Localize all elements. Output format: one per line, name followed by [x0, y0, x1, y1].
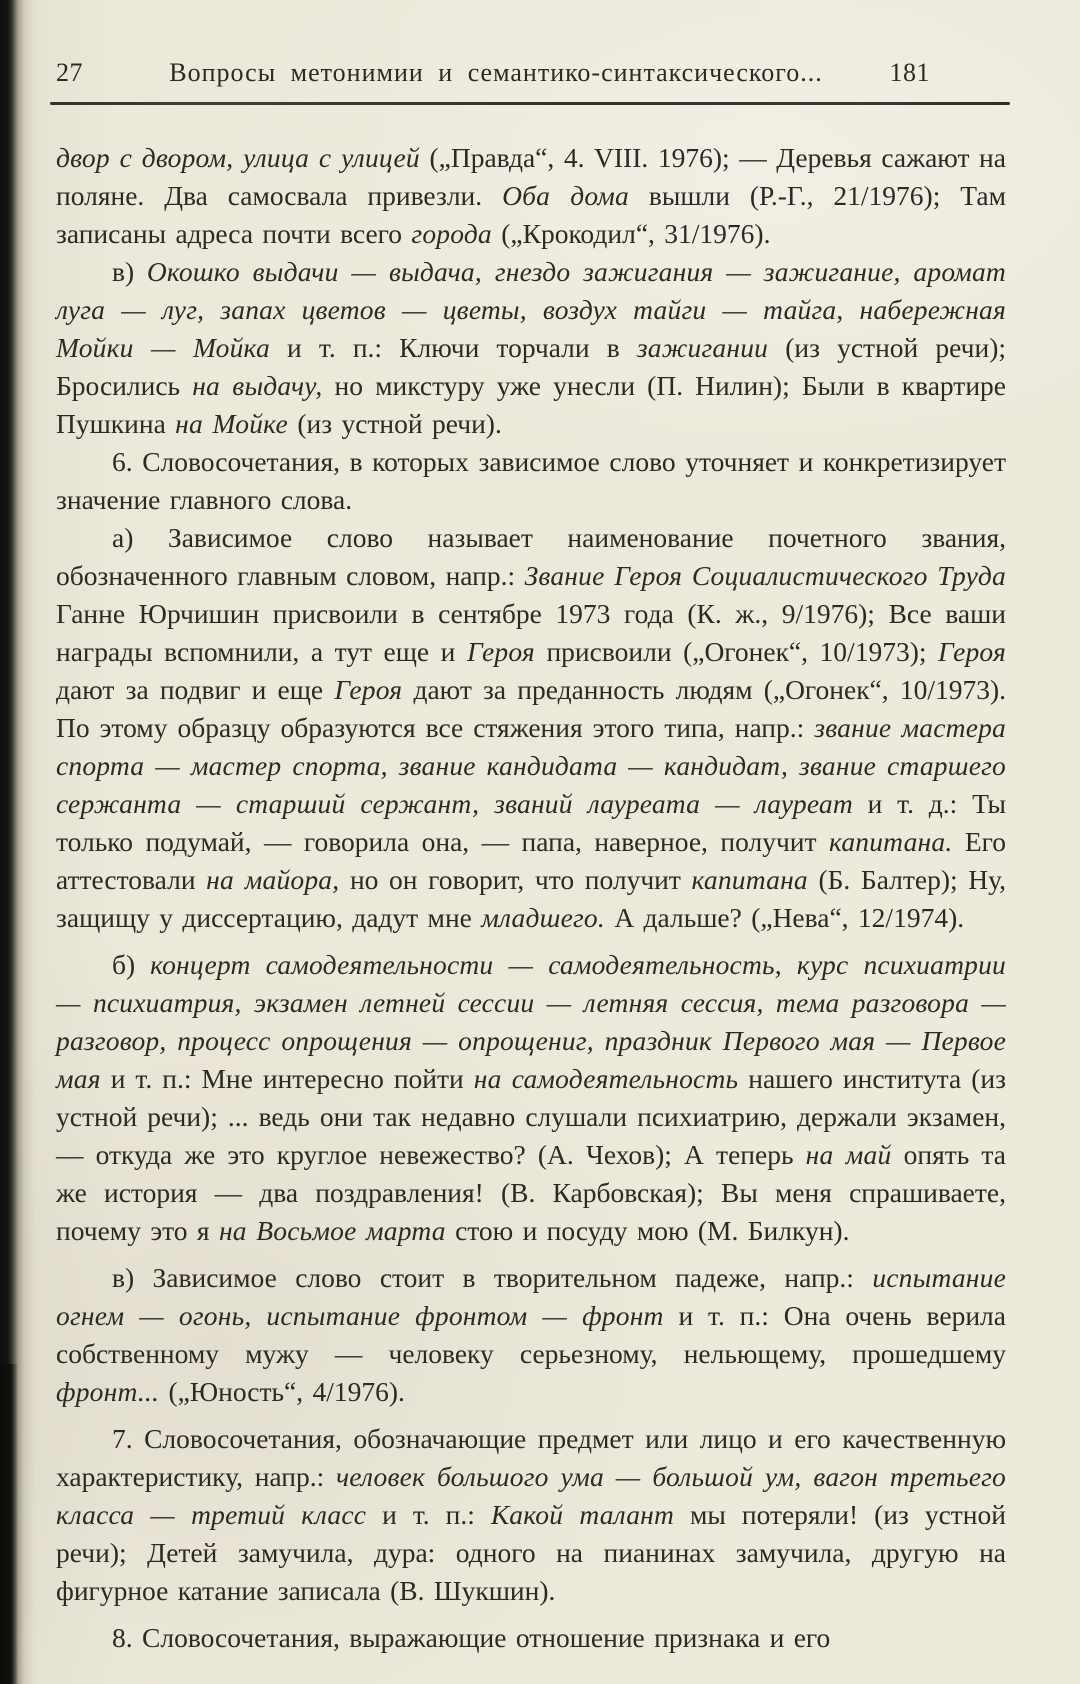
italic-text-segment: на Восьмое марта — [218, 1215, 446, 1246]
text-segment: („Юность“, 4/1976). — [159, 1376, 405, 1407]
text-segment: и т. п.: Мне интересно пойти — [100, 1063, 474, 1094]
text-segment: а) Зависимое слово называет наименование почетного звания, обозначенного главным словом, напр.: — [56, 522, 1006, 591]
italic-text-segment: Оба дома — [502, 180, 629, 211]
text-segment: присвоили („Огонек“, 10/1973); — [534, 636, 939, 667]
italic-text-segment: на самодеятельность — [473, 1063, 739, 1094]
text-segment: б) — [112, 949, 151, 980]
text-segment: и т. д.: Ты только подумай, — говорила она, — папа, наверное, получит — [56, 788, 1006, 857]
running-title: Вопросы метонимии и семантико-синтаксического... — [169, 58, 823, 87]
text-segment: (из устной речи). — [287, 408, 502, 439]
paragraph — [56, 519, 1006, 937]
paragraph — [56, 139, 1006, 253]
italic-text-segment: капитана. — [828, 826, 953, 857]
italic-text-segment: Героя — [466, 636, 535, 667]
italic-text-segment: на Мойке — [175, 408, 288, 439]
paragraph — [56, 1259, 1006, 1411]
italic-text-segment: фронт... — [56, 1376, 160, 1407]
text-segment: Его аттестовали — [56, 826, 1006, 895]
italic-text-segment: младшего. — [481, 902, 605, 933]
text-segment: мы потеряли! (из устной речи); Детей замучила, дура: одного на пианинах замучила, другую на фигурное катание записала (В. Шукшин). — [56, 1499, 1006, 1606]
italic-text-segment: Какой талант — [490, 1499, 675, 1530]
text-segment: но он говорит, что получит — [339, 864, 692, 895]
text-segment: вышли (Р.-Г., 21/1976); Там записаны адреса почти всего — [56, 180, 1006, 249]
italic-text-segment: звание мастера спорта — мастер спорта, звание кандидата — кандидат, звание старшего сержанта — старший сержант, званий лауреата — лауреат — [56, 712, 1007, 819]
right-page-number: 181 — [889, 58, 930, 87]
italic-text-segment: на майора, — [206, 864, 340, 895]
italic-text-segment: Звание Героя Социалистического Труда — [524, 560, 1006, 591]
italic-text-segment: на май — [805, 1139, 892, 1170]
text-segment: 7. Словосочетания, обозначающие предмет или лицо и его качественную характеристику, напр.: — [56, 1423, 1006, 1492]
text-segment: и т. п.: — [366, 1499, 491, 1530]
text-segment: дают за подвиг и еще — [56, 674, 335, 705]
text-segment: („Крокодил“, 31/1976). — [491, 218, 771, 249]
italic-text-segment: города — [411, 218, 492, 249]
italic-text-segment: Героя — [334, 674, 403, 705]
left-page-number: 27 — [56, 58, 83, 87]
text-segment: („Правда“, 4. VIII. 1976); — Деревья сажают на поляне. Два самосвала привезли. — [56, 142, 1006, 211]
text-segment: (Б. Балтер); Ну, защищу у диссертацию, дадут мне — [56, 864, 1006, 933]
text-segment: но микстуру уже унесли (П. Нилин); Были в квартире Пушкина — [56, 370, 1006, 439]
italic-text-segment: на выдачу, — [192, 370, 323, 401]
italic-text-segment: капитана — [691, 864, 808, 895]
text-segment: 8. Словосочетания, выражающие отношение признака и его — [112, 1622, 831, 1653]
page-body — [56, 139, 1006, 1657]
text-segment: (из устной речи); Бросились — [56, 332, 1006, 401]
italic-text-segment: Героя — [938, 636, 1006, 667]
italic-text-segment: двор с двором, улица с улицей — [56, 142, 420, 173]
text-segment: опять та же история — два поздравления! (В. Карбовская); Вы меня спрашиваете, почему это я — [56, 1139, 1006, 1246]
text-segment: стою и посуду мою (М. Билкун). — [445, 1215, 850, 1246]
italic-text-segment: испытание огнем — огонь, испытание фронтом — фронт — [56, 1262, 1006, 1331]
running-head — [56, 58, 1006, 88]
text-segment: А дальше? („Нева“, 12/1974). — [604, 902, 965, 933]
text-segment: Ганне Юрчишин присвоили в сентябре 1973 года (К. ж., 9/1976); Все ваши награды вспомнили, а тут еще и — [56, 598, 1006, 667]
italic-text-segment: человек большого ума — большой ум, вагон третьего класса — третий класс — [56, 1461, 1006, 1530]
paragraph — [56, 946, 1006, 1250]
italic-text-segment: концерт самодеятельности — самодеятельность, курс психиатрии — психиатрия, экзамен летней сессии — летняя сессия, тема разговора — разговор, процесс опрощения — опрощениг, праздник Первого мая — Первое мая — [56, 949, 1006, 1094]
header-rule — [50, 102, 1010, 105]
italic-text-segment: Окошко выдачи — выдача, гнездо зажигания — зажигание, аромат луга — луг, запах цветов — цветы, воздух тайги — тайга, набережная Мойки — Мойка — [56, 256, 1006, 363]
paragraph — [56, 1619, 1006, 1657]
text-segment: дают за преданность людям („Огонек“, 10/1973). По этому образцу образуются все стяжения этого типа, напр.: — [56, 674, 1006, 743]
paragraph — [56, 1420, 1006, 1610]
italic-text-segment: зажигании — [636, 332, 769, 363]
paragraph — [56, 443, 1006, 519]
text-segment: и т. п.: Ключи торчали в — [269, 332, 637, 363]
text-segment: и т. п.: Она очень верила собственному мужу — человеку серьезному, нельющему, прошедшему — [56, 1300, 1006, 1369]
text-segment: 6. Словосочетания, в которых зависимое слово уточняет и конкретизирует значение главного слова. — [56, 446, 1006, 515]
text-segment: в) Зависимое слово стоит в творительном падеже, напр.: — [112, 1262, 873, 1293]
paragraph — [56, 253, 1006, 443]
text-segment: в) — [112, 256, 147, 287]
text-segment: нашего института (из устной речи); ... ведь они так недавно слушали психиатрию, держали экзамен, — откуда же это круглое невежество? (А. Чехов); А теперь — [56, 1063, 1006, 1170]
